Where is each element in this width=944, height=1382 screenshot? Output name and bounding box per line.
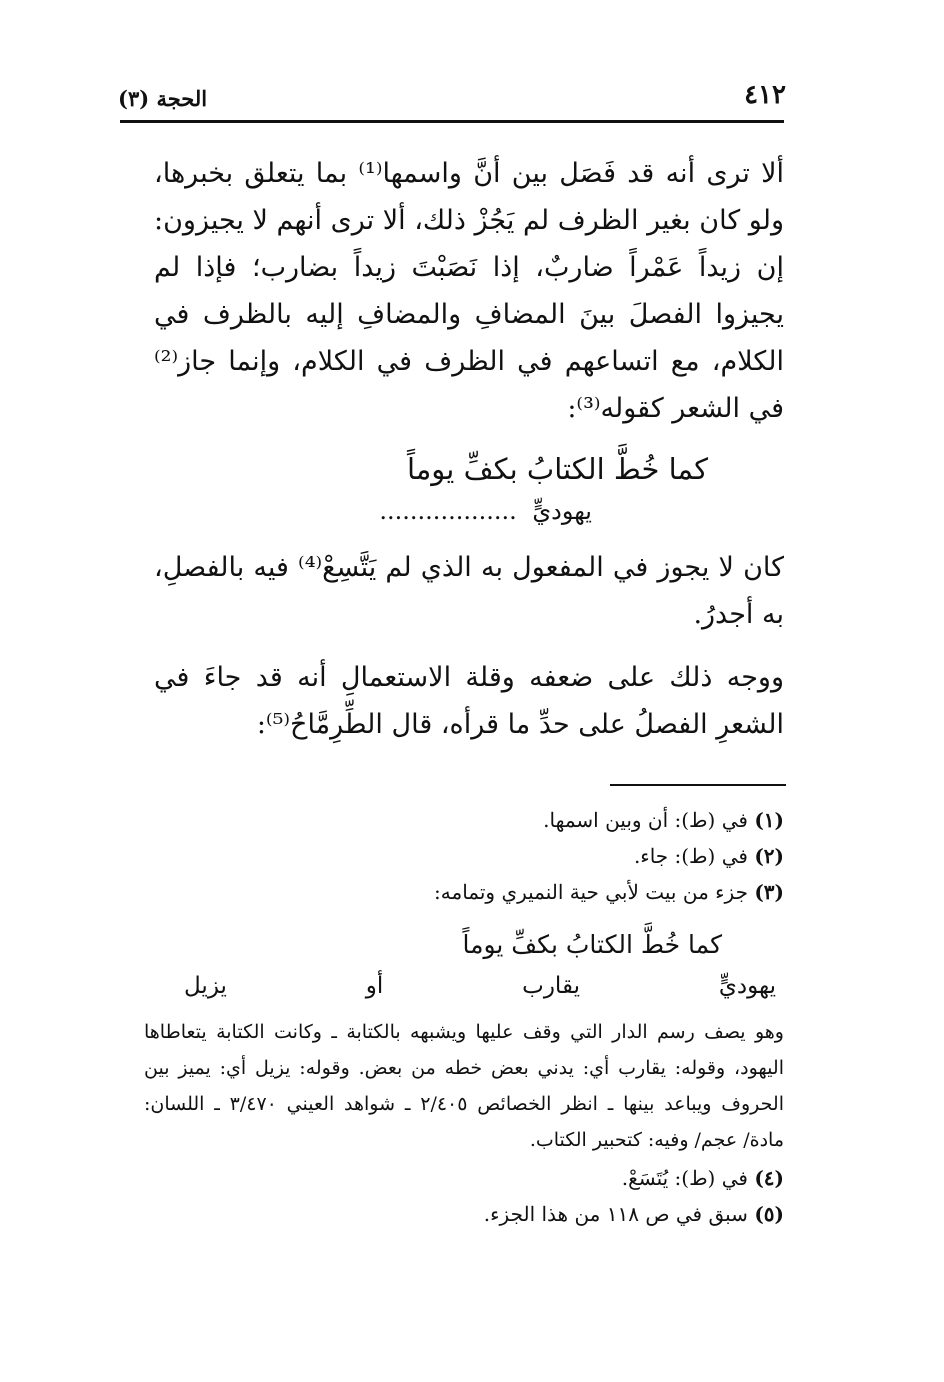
footnote-verse-line-1: كما خُطَّ الكتابُ بكفِّ يوماً [462,930,722,959]
verse-word: يهوديٍّ [532,497,592,525]
footnote-1 [144,802,784,838]
footnote-number: (١) [754,808,784,832]
paragraph-1: ألا ترى أنه قد فَصَل بين أنَّ واسمها⁽¹⁾ بما يتعلق بخبرها، ولو كان بغير الظرف لم يَجُزْ ذلك، ألا ترى أنهم لا يجيزون: إن زيداً عَمْراً ضاربٌ، إذا نَصَبْتَ زيداً بضارب؛ فإذا لم يجيزوا الفصلَ بينَ المضافِ والمضافِ إليه بالظرف في الكلام، مع اتساعهم في الظرف في الكلام، وإنما جاز⁽²⁾ في الشعر كقوله⁽³⁾: [154,158,785,424]
verse-word: يهوديٍّ [718,973,776,999]
footnote-number: (٢) [754,844,784,868]
paragraph-3: ووجه ذلك على ضعفه وقلة الاستعمالِ أنه قد جاءَ في الشعرِ الفصلُ على حدِّ ما قرأه، قال الطِّرِمَّاحُ⁽⁵⁾: [154,662,784,740]
footnote-text: سبق في ص ١١٨ من هذا الجزء. [483,1202,748,1226]
footnotes [144,802,784,1232]
verse-word: يزيل [184,973,227,999]
footnote-text: في (ط): أن وبين اسمها. [543,808,748,832]
footnote-3-commentary: وهو يصف رسم الدار التي وقف عليها ويشبهه بالكتابة ـ وكانت الكتابة يتعاطاها اليهود، وقوله: يقارب أي: يدني بعض خطه من بعض. وقوله: يزيل أي: يميز بين الحروف ويباعد بينها ـ انظر الخصائص ٢/٤٠٥ ـ شواهد العيني ٣/٤٧٠ ـ اللسان: مادة/ عجم/ وفيه: كتحبير الكتاب. [144,1021,784,1151]
footnote-number: (٣) [754,880,784,904]
verse-word: يقارب [522,973,580,999]
footnote-2 [144,838,784,874]
verse-word: أو [365,973,384,999]
footnote-text: في (ط): يُتَسَعْ. [621,1166,748,1190]
main-text [154,150,784,748]
footnote-4 [144,1160,784,1196]
page-number: ٤١٢ [744,80,786,110]
verse-line-2 [154,492,592,530]
running-title: الحجة (٣) [118,86,208,111]
verse-line-1: كما خُطَّ الكتابُ بكفِّ يوماً [406,452,708,486]
footnote-text: في (ط): جاء. [633,844,748,868]
footnote-text: جزء من بيت لأبي حية النميري وتمامه: [434,880,748,904]
footnote-5 [144,1196,784,1232]
footnote-number: (٥) [754,1202,784,1226]
footnote-3 [144,874,784,910]
paragraph-2: كان لا يجوز في المفعول به الذي لم يَتَّسِعْ⁽⁴⁾ فيه بالفصلِ، به أجدرُ. [154,552,784,630]
footnote-verse-line-2 [144,966,784,1006]
running-header [118,78,786,118]
verse-ellipsis: .................. [379,497,517,525]
footnote-number: (٤) [754,1166,784,1190]
header-rule [120,120,784,123]
footnote-rule [610,784,786,786]
